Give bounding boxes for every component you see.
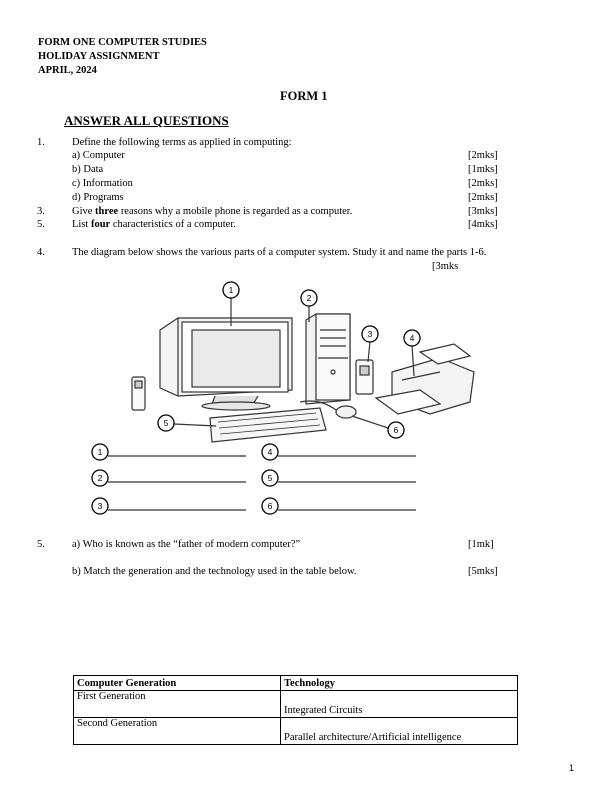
q1-item-b: b) Data <box>72 164 104 175</box>
q1-item-b-marks: [1mks] <box>468 164 498 175</box>
callout-3-label: 3 <box>367 329 373 339</box>
speaker-left-icon <box>132 377 145 410</box>
answer-5-label: 5 <box>267 473 273 483</box>
answer-6-label: 6 <box>267 501 273 511</box>
system-unit-icon <box>306 314 350 404</box>
table-cell-technology-text: Parallel architecture/Artificial intelligence <box>284 732 462 743</box>
callout-6-label: 6 <box>393 425 399 435</box>
speaker-right-icon <box>356 360 373 394</box>
q4-text: The diagram below shows the various parts of a computer system. Study it and name the parts 1-6. <box>72 247 487 258</box>
answer-2-label: 2 <box>97 473 103 483</box>
keyboard-icon <box>210 408 326 442</box>
q4-number: 4. <box>37 247 45 258</box>
q1-item-c: c) Information <box>72 178 133 189</box>
table-row <box>74 718 518 745</box>
table-cell-generation: First Generation <box>74 691 281 718</box>
printer-icon <box>376 344 474 414</box>
table-row <box>74 691 518 718</box>
school-header-line2: HOLIDAY ASSIGNMENT <box>38 51 160 62</box>
q3-marks: [3mks] <box>468 206 498 217</box>
q5-b-marks: [5mks] <box>468 566 498 577</box>
q5a-text-bold: four <box>90 219 111 230</box>
callout-2-label: 2 <box>306 293 312 303</box>
school-header-line1: FORM ONE COMPUTER STUDIES <box>38 37 207 48</box>
table-cell-technology-text: Integrated Circuits <box>284 705 363 716</box>
instruction-heading: ANSWER ALL QUESTIONS <box>64 113 229 128</box>
table-header-row <box>74 676 518 691</box>
q5-a-text: a) Who is known as the “father of modern computer?” <box>72 539 301 550</box>
q5-a-marks: [1mk] <box>468 539 494 550</box>
q3-number: 3. <box>37 206 45 217</box>
generation-table <box>73 675 518 745</box>
q5a-text-pre: List <box>72 219 91 230</box>
q1-item-c-marks: [2mks] <box>468 178 498 189</box>
q5a-text-post: characteristics of a computer. <box>110 219 236 230</box>
q3-text-pre: Give <box>72 206 96 217</box>
q4-marks: [3mks <box>432 261 459 272</box>
q1-item-a-marks: [2mks] <box>468 150 498 161</box>
table-cell-technology <box>281 718 518 745</box>
q3-text-bold: three <box>95 206 119 217</box>
monitor-icon <box>160 318 292 410</box>
table-cell-generation: Second Generation <box>74 718 281 745</box>
q3-text-post: reasons why a mobile phone is regarded as a computer. <box>118 206 353 217</box>
callout-5-label: 5 <box>163 418 169 428</box>
table-header-generation: Computer Generation <box>74 676 281 691</box>
q1-item-d-marks: [2mks] <box>468 192 498 203</box>
page-number: 1 <box>569 763 575 773</box>
q1-item-a: a) Computer <box>72 150 125 161</box>
table-cell-technology <box>281 691 518 718</box>
q1-number: 1. <box>37 137 45 148</box>
table-header-technology: Technology <box>281 676 518 691</box>
school-header-line3: APRIL, 2024 <box>38 65 97 76</box>
answer-1-label: 1 <box>97 447 103 457</box>
form-title: FORM 1 <box>280 89 328 103</box>
q5a-marks: [4mks] <box>468 219 498 230</box>
callout-1-label: 1 <box>228 285 234 295</box>
answer-4-label: 4 <box>267 447 273 457</box>
q5-number: 5. <box>37 539 45 550</box>
answer-3-label: 3 <box>97 501 103 511</box>
q5-b-text: b) Match the generation and the technology used in the table below. <box>72 566 357 577</box>
q1-item-d: d) Programs <box>72 192 124 203</box>
callout-4-label: 4 <box>409 333 415 343</box>
q5a-number: 5. <box>37 219 45 230</box>
q1-text: Define the following terms as applied in computing: <box>72 137 292 148</box>
